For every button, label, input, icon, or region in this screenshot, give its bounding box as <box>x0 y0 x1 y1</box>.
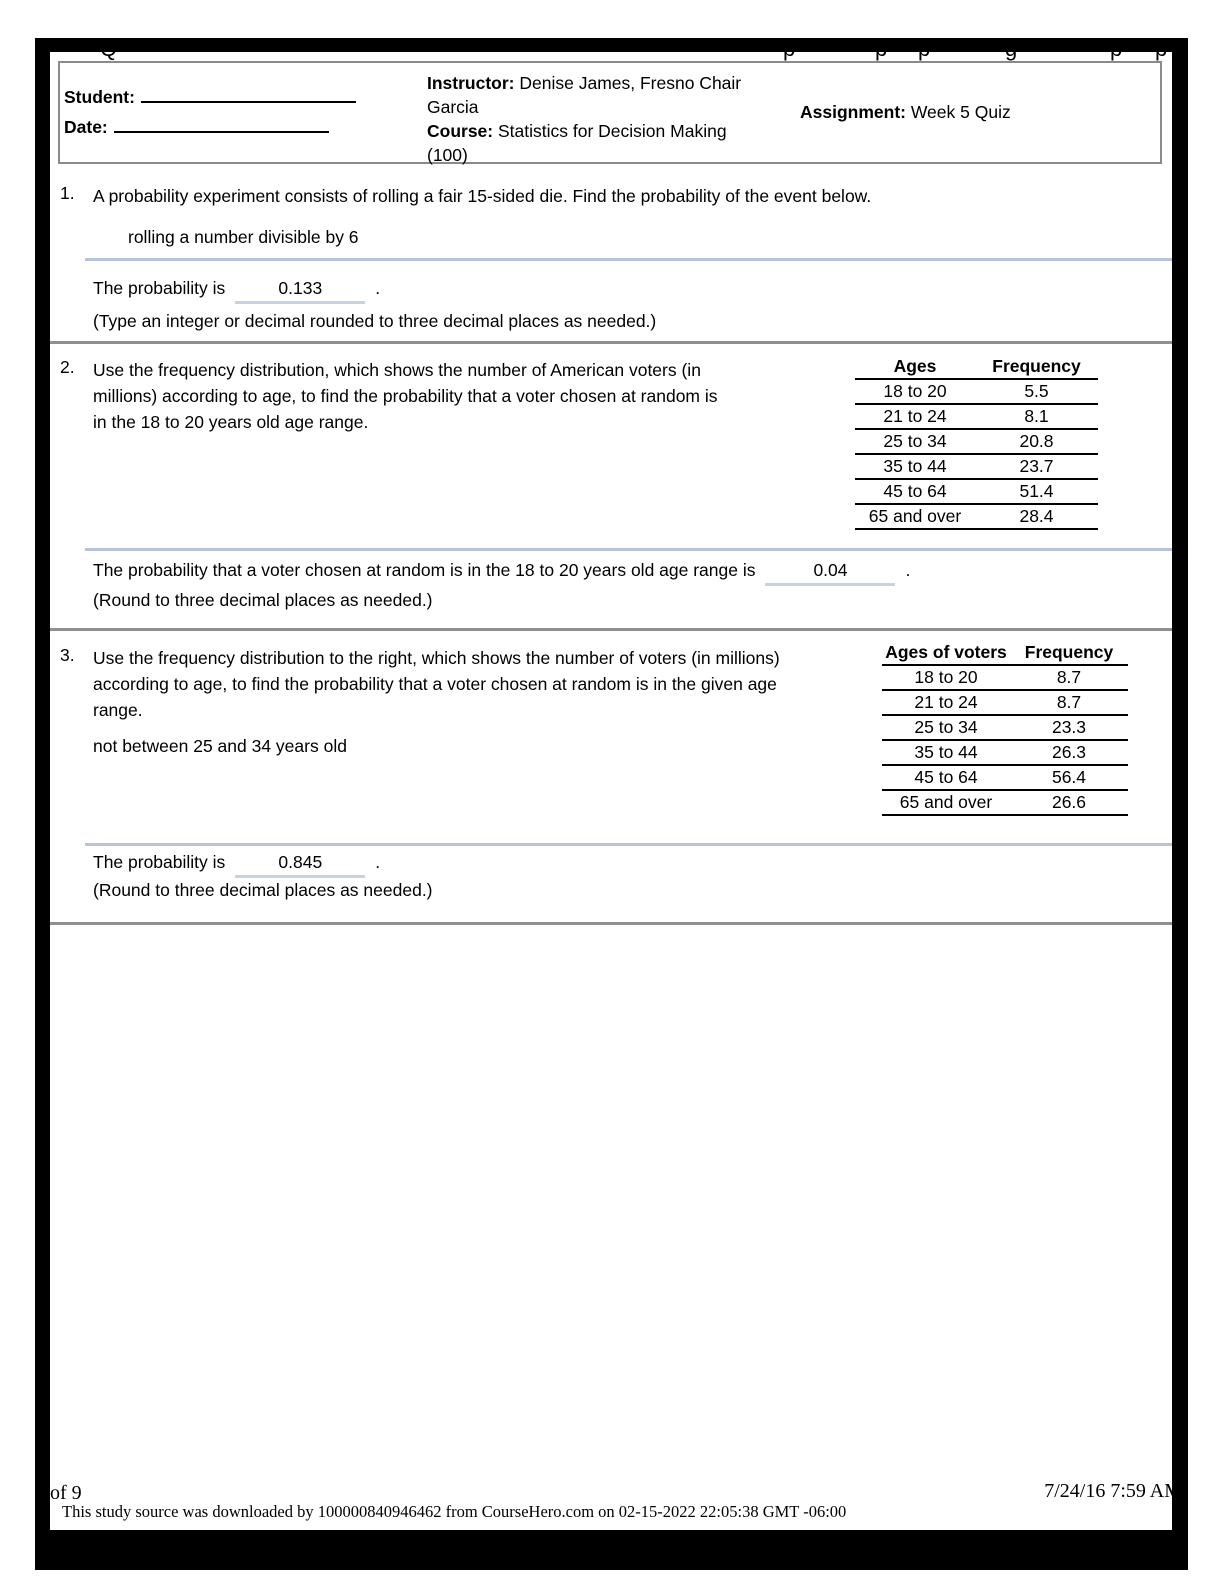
answer-field[interactable]: 0.04 <box>765 560 895 586</box>
clipped-glyph: p <box>1155 36 1168 61</box>
answer-instruction-note: (Type an integer or decimal rounded to three decimal places as needed.) <box>93 311 657 331</box>
question-text <box>93 357 718 435</box>
answer-field[interactable]: 0.133 <box>235 278 365 304</box>
section-divider <box>50 341 1172 344</box>
question-text-line: in the 18 to 20 years old age range. <box>93 412 369 432</box>
table-row <box>882 766 1128 791</box>
assignment-line <box>800 102 1011 123</box>
answer-divider <box>85 258 1172 261</box>
table-cell: 45 to 64 <box>914 767 978 787</box>
table-row <box>882 666 1128 691</box>
header-assignment-column <box>800 65 1160 160</box>
assignment-value: Week 5 Quiz <box>910 102 1011 122</box>
table-row <box>855 380 1098 405</box>
date-label: Date: <box>64 117 108 137</box>
table-header-row <box>855 355 1098 380</box>
clipped-glyph: p <box>918 36 931 61</box>
date-blank-line <box>114 118 329 133</box>
table-row <box>882 791 1128 816</box>
table-cell: 8.7 <box>1056 692 1082 712</box>
clipped-glyph: Q <box>100 36 118 61</box>
table-row <box>855 430 1098 455</box>
table-header-cell: Ages <box>893 356 937 376</box>
question-number: 3. <box>60 645 75 665</box>
table-cell: 8.1 <box>1024 406 1049 426</box>
course-label: Course: <box>427 121 494 141</box>
answer-divider <box>85 548 1172 551</box>
document-page <box>50 36 1182 1530</box>
table-cell: 18 to 20 <box>883 381 947 401</box>
frequency-table-q3 <box>882 641 1128 816</box>
table-row <box>855 455 1098 480</box>
answer-prefix: The probability that a voter chosen at random is in the 18 to 20 years old age range is <box>93 560 756 580</box>
student-line <box>64 87 427 108</box>
table-cell: 25 to 34 <box>883 431 947 451</box>
question-1-statement <box>60 183 871 209</box>
header-student-date-column <box>64 65 427 160</box>
frequency-table-q2 <box>855 355 1098 530</box>
top-clipped-text-strip <box>50 36 1172 61</box>
table-cell: 21 to 24 <box>883 406 947 426</box>
question-text-line: according to age, to find the probability that a voter chosen at random is in the given age <box>93 674 777 694</box>
table-cell: 8.7 <box>1056 667 1082 687</box>
table-cell: 25 to 34 <box>914 717 978 737</box>
question-text-line: range. <box>93 700 143 720</box>
table-row <box>855 505 1098 530</box>
table-cell: 45 to 64 <box>883 481 947 501</box>
clipped-glyph: p <box>783 36 796 61</box>
table-row <box>882 741 1128 766</box>
question-2-statement <box>60 357 718 435</box>
question-1-event-text: rolling a number divisible by 6 <box>128 227 359 247</box>
instructor-line <box>427 71 800 95</box>
question-text <box>93 645 780 723</box>
table-row <box>855 405 1098 430</box>
question-number: 2. <box>60 357 75 377</box>
section-divider <box>50 922 1172 925</box>
answer-instruction-note: (Round to three decimal places as needed.) <box>93 880 433 900</box>
table-header-row <box>882 641 1128 666</box>
question-text <box>93 183 871 209</box>
assignment-label: Assignment: <box>800 102 906 122</box>
answer-prefix: The probability is <box>93 278 226 298</box>
footer-download-notice: This study source was downloaded by 100000840946462 from CourseHero.com on 02-15-2022 22:05:38 GMT -06:00 <box>62 1502 847 1521</box>
question-text-line: Use the frequency distribution, which shows the number of American voters (in <box>93 360 701 380</box>
answer-period: . <box>375 852 381 872</box>
question-3-answer-line <box>93 852 380 878</box>
header-instructor-course-column <box>427 65 800 165</box>
table-cell: 21 to 24 <box>914 692 978 712</box>
answer-field[interactable]: 0.845 <box>235 852 365 878</box>
instructor-label: Instructor: <box>427 73 515 93</box>
table-cell: 65 and over <box>868 506 962 526</box>
table-cell: 35 to 44 <box>883 456 947 476</box>
question-number: 1. <box>60 183 75 203</box>
instructor-name-overflow: Garcia <box>427 97 479 117</box>
table-cell: 23.3 <box>1051 717 1087 737</box>
table-header-cell: Frequency <box>1024 642 1114 662</box>
table-cell: 26.3 <box>1051 742 1087 762</box>
table-cell: 35 to 44 <box>914 742 978 762</box>
question-2-answer-line <box>93 560 910 586</box>
student-blank-line <box>141 88 356 103</box>
table-cell: 5.5 <box>1024 381 1049 401</box>
question-3 <box>50 640 1172 922</box>
table-cell: 56.4 <box>1051 767 1087 787</box>
footer-page-indicator: of 9 <box>50 1482 82 1504</box>
table-cell: 20.8 <box>1019 431 1054 451</box>
table-row <box>855 480 1098 505</box>
clipped-glyph: p <box>875 36 888 61</box>
question-text-line: Use the frequency distribution to the right, which shows the number of voters (in millions) <box>93 648 780 668</box>
course-line <box>427 119 800 143</box>
date-line <box>64 117 427 138</box>
table-cell: 18 to 20 <box>914 667 978 687</box>
footer-timestamp: 7/24/16 7:59 AM <box>1044 1480 1182 1502</box>
course-name-overflow: (100) <box>427 145 468 165</box>
answer-period: . <box>905 560 911 580</box>
table-cell: 26.6 <box>1051 792 1087 812</box>
clipped-glyph: p <box>1110 36 1123 61</box>
question-1 <box>50 178 1172 341</box>
course-name: Statistics for Decision Making <box>498 121 727 141</box>
answer-divider <box>85 843 1172 846</box>
question-text-line: A probability experiment consists of rolling a fair 15-sided die. Find the probability of the event below. <box>93 186 872 206</box>
student-label: Student: <box>64 87 135 107</box>
header-box <box>58 61 1162 164</box>
question-3-statement <box>60 645 780 723</box>
table-row <box>882 716 1128 741</box>
table-cell: 51.4 <box>1019 481 1054 501</box>
table-header-cell: Ages of voters <box>885 642 1007 662</box>
section-divider <box>50 628 1172 631</box>
table-row <box>882 691 1128 716</box>
clipped-glyph: g <box>1005 36 1018 61</box>
question-2 <box>50 352 1172 628</box>
table-header-cell: Frequency <box>992 356 1081 376</box>
question-1-answer-line <box>93 278 380 304</box>
table-cell: 23.7 <box>1019 456 1054 476</box>
table-cell: 65 and over <box>899 792 993 812</box>
instructor-name: Denise James, Fresno Chair <box>519 73 742 93</box>
question-3-range-text: not between 25 and 34 years old <box>93 736 347 756</box>
table-cell: 28.4 <box>1019 506 1054 526</box>
question-text-line: millions) according to age, to find the probability that a voter chosen at random is <box>93 386 718 406</box>
answer-instruction-note: (Round to three decimal places as needed.) <box>93 590 433 610</box>
answer-period: . <box>375 278 381 298</box>
answer-prefix: The probability is <box>93 852 226 872</box>
